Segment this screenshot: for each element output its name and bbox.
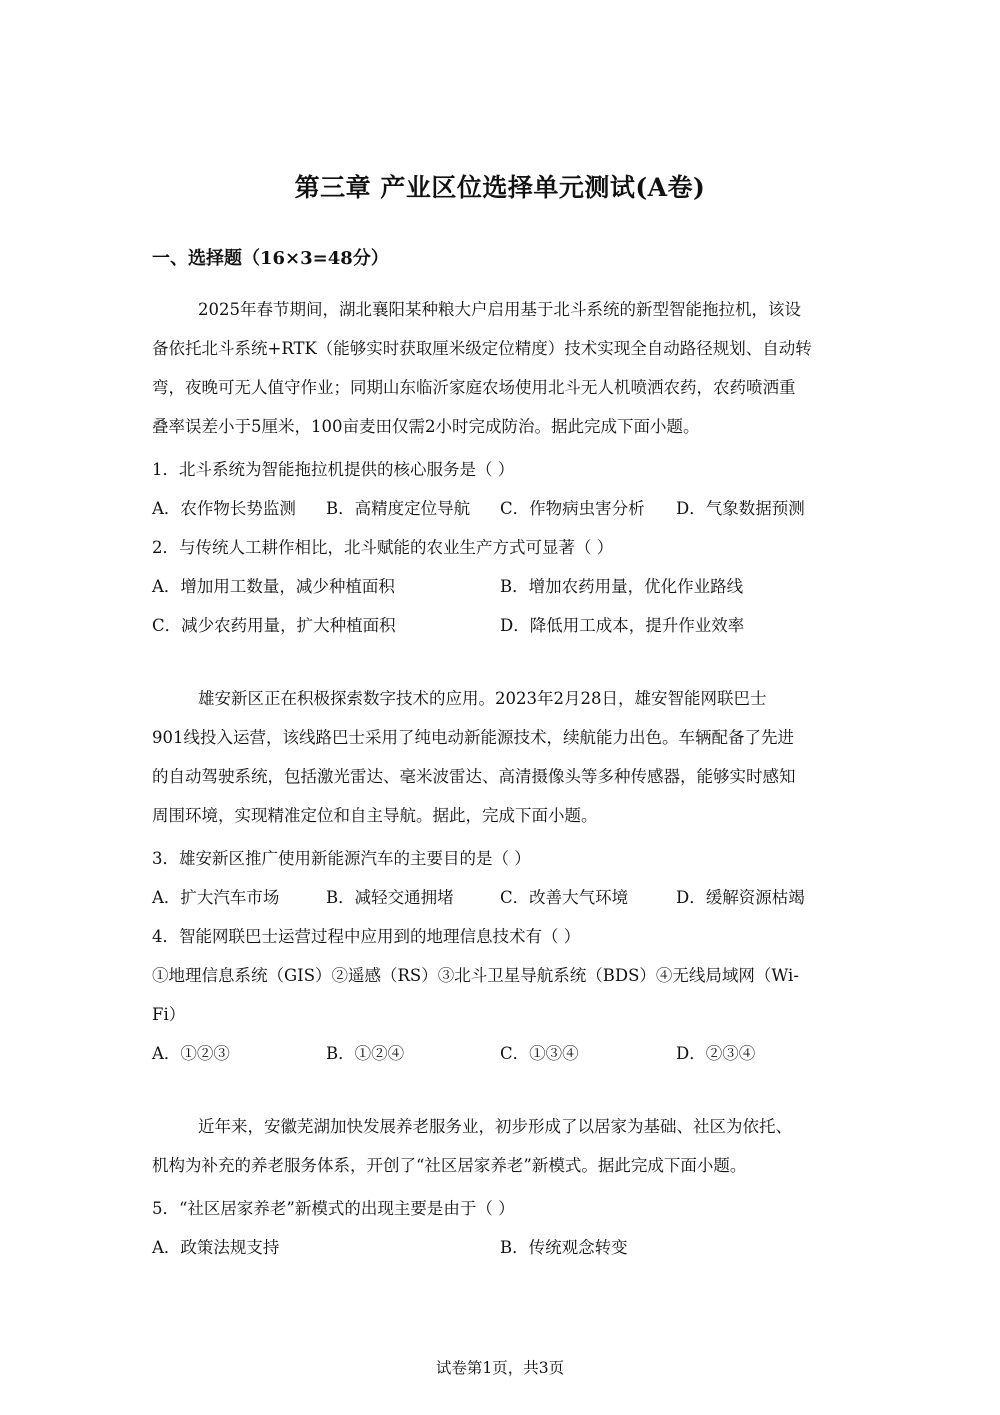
question-3-option-a: A．扩大汽车市场 — [152, 888, 280, 907]
section-heading: 一、选择题（16×3=48分） — [152, 248, 389, 269]
question-4-option-a: A．①②③ — [152, 1044, 230, 1063]
question-2-option-a: A．增加用工数量，减少种植面积 — [152, 577, 395, 596]
passage-line: 叠率误差小于5厘米，100亩麦田仅需2小时完成防治。据此完成下面小题。 — [152, 417, 700, 436]
question-2-option-b: B．增加农药用量，优化作业路线 — [500, 577, 744, 596]
question-1-option-b: B．高精度定位导航 — [326, 499, 471, 518]
question-4-items: ①地理信息系统（GIS）②遥感（RS）③北斗卫星导航系统（BDS）④无线局域网（Wi- — [152, 966, 799, 985]
passage-2 — [152, 679, 852, 835]
passage-line: 的自动驾驶系统，包括激光雷达、毫米波雷达、高清摄像头等多种传感器，能够实时感知 — [152, 767, 796, 786]
passage-line: 2025年春节期间，湖北襄阳某种粮大户启用基于北斗系统的新型智能拖拉机，该设 — [198, 300, 801, 319]
question-3-option-d: D．缓解资源枯竭 — [676, 888, 805, 907]
passage-line: 雄安新区正在积极探索数字技术的应用。2023年2月28日，雄安智能网联巴士 — [198, 689, 767, 708]
question-3-stem: 3．雄安新区推广使用新能源汽车的主要目的是（ ） — [152, 849, 531, 868]
passage-line: 901线投入运营，该线路巴士采用了纯电动新能源技术，续航能力出色。车辆配备了先进 — [152, 728, 794, 747]
page-footer: 试卷第1页，共3页 — [435, 1359, 565, 1377]
passage-line: 周围环境，实现精准定位和自主导航。据此，完成下面小题。 — [152, 806, 598, 825]
question-2-stem: 2．与传统人工耕作相比，北斗赋能的农业生产方式可显著（ ） — [152, 538, 614, 557]
question-1-option-a: A．农作物长势监测 — [152, 499, 296, 518]
passage-line: 备依托北斗系统+RTK（能够实时获取厘米级定位精度）技术实现全自动路径规划、自动转 — [152, 339, 812, 358]
passage-line: 机构为补充的养老服务体系，开创了“社区居家养老”新模式。据此完成下面小题。 — [152, 1156, 747, 1175]
question-2-option-d: D．降低用工成本，提升作业效率 — [500, 616, 745, 635]
question-1-option-c: C．作物病虫害分析 — [500, 499, 645, 518]
question-4-items-cont: Fi） — [152, 1005, 186, 1024]
passage-line: 近年来，安徽芜湖加快发展养老服务业，初步形成了以居家为基础、社区为依托、 — [198, 1117, 792, 1136]
question-2-option-c: C．减少农药用量，扩大种植面积 — [152, 616, 396, 635]
question-5-option-a: A．政策法规支持 — [152, 1238, 280, 1257]
question-1-stem: 1．北斗系统为智能拖拉机提供的核心服务是（ ） — [152, 460, 515, 479]
question-5-stem: 5．“社区居家养老”新模式的出现主要是由于（ ） — [152, 1199, 515, 1218]
question-1-option-d: D．气象数据预测 — [676, 499, 805, 518]
question-4-option-d: D．②③④ — [676, 1044, 756, 1063]
question-4-stem: 4．智能网联巴士运营过程中应用到的地理信息技术有（ ） — [152, 927, 581, 946]
passage-1 — [152, 290, 852, 446]
page-title: 第三章 产业区位选择单元测试(A卷) — [294, 173, 706, 202]
question-3-option-c: C．改善大气环境 — [500, 888, 629, 907]
question-4-option-b: B．①②④ — [326, 1044, 405, 1063]
passage-line: 弯，夜晚可无人值守作业；同期山东临沂家庭农场使用北斗无人机喷洒农药，农药喷洒重 — [152, 378, 796, 397]
question-4-option-c: C．①③④ — [500, 1044, 579, 1063]
question-5-option-b: B．传统观念转变 — [500, 1238, 628, 1257]
question-3-option-b: B．减轻交通拥堵 — [326, 888, 454, 907]
passage-3 — [152, 1107, 852, 1185]
